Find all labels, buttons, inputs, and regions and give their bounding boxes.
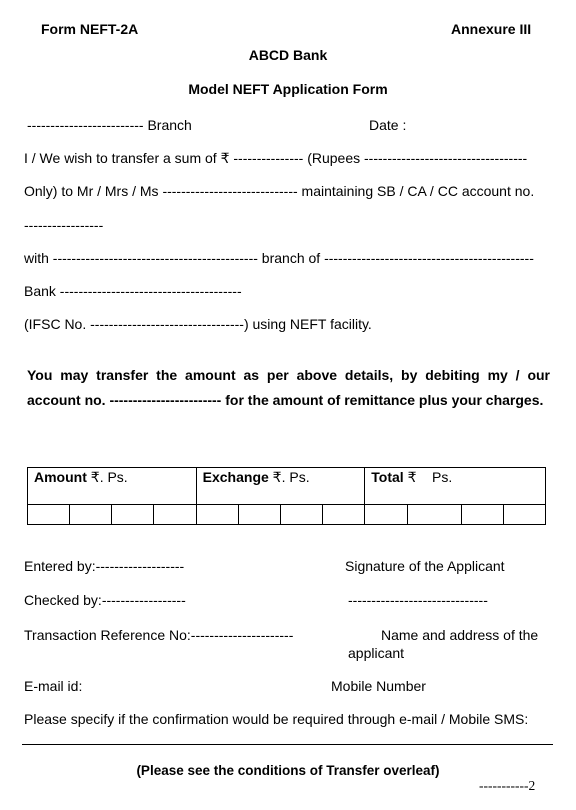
date-label: Date : [369,117,407,133]
overleaf-note: (Please see the conditions of Transfer overleaf) [136,763,440,778]
email-label: E-mail id: [24,678,83,694]
amount-digit-cell[interactable] [112,505,154,525]
total-label: Total [371,469,404,485]
transfer-sum-line: I / We wish to transfer a sum of ₹ --------------- (Rupees ----------------------------------- [24,150,528,166]
amount-label: Amount [34,469,87,485]
account-number-line: ----------------- [24,217,104,233]
total-unit: ₹ Ps. [403,469,453,485]
exchange-header [196,468,365,505]
total-digit-cell[interactable] [461,505,503,525]
ifsc-line: (IFSC No. ---------------------------------) using NEFT facility. [24,316,372,332]
applicant-signature-label: Signature of the Applicant [345,558,505,574]
total-header [365,468,546,505]
annexure-label: Annexure III [451,21,532,37]
name-address-label: Name and address of the [381,627,539,643]
amount-unit: ₹. Ps. [86,469,128,485]
exchange-digit-cell[interactable] [280,505,322,525]
bank-name: ABCD Bank [248,47,328,63]
entered-by: Entered by:------------------- [24,558,185,574]
exchange-digit-cell[interactable] [238,505,280,525]
amount-header [28,468,197,505]
beneficiary-line: Only) to Mr / Mrs / Ms ----------------------------- maintaining SB / CA / CC account no. [24,183,535,199]
total-digit-cell[interactable] [365,505,408,525]
total-digit-cell[interactable] [503,505,545,525]
total-digit-cell[interactable] [408,505,461,525]
exchange-digit-cell[interactable] [323,505,365,525]
signature-line: ------------------------------ [348,592,488,608]
amount-table [27,467,546,525]
amount-digit-cell[interactable] [154,505,196,525]
exchange-label: Exchange [202,469,269,485]
amount-digit-cell[interactable] [28,505,70,525]
exchange-digit-cell[interactable] [196,505,238,525]
form-title: Model NEFT Application Form [188,81,388,97]
mobile-label: Mobile Number [331,678,426,694]
confirmation-preference: Please specify if the confirmation would be required through e-mail / Mobile SMS: [24,711,529,727]
form-number: Form NEFT-2A [41,21,139,37]
footer-divider [22,744,553,745]
branch-line: ------------------------- Branch [27,117,192,133]
branch-of-line: with -------------------------------------------- branch of --------------------------------------------- [24,250,534,266]
debit-instruction: You may transfer the amount as per above details, by debiting my / our account no. ------------------------ for the amount of remittance plus your charges. [27,367,550,408]
name-address-label-2: applicant [348,645,405,661]
exchange-unit: ₹. Ps. [268,469,310,485]
checked-by: Checked by:------------------ [24,592,186,608]
transaction-reference: Transaction Reference No:---------------------- [24,627,294,643]
amount-digit-cell[interactable] [70,505,112,525]
page-number: -----------2 [479,778,536,793]
bank-line: Bank --------------------------------------- [24,283,242,299]
